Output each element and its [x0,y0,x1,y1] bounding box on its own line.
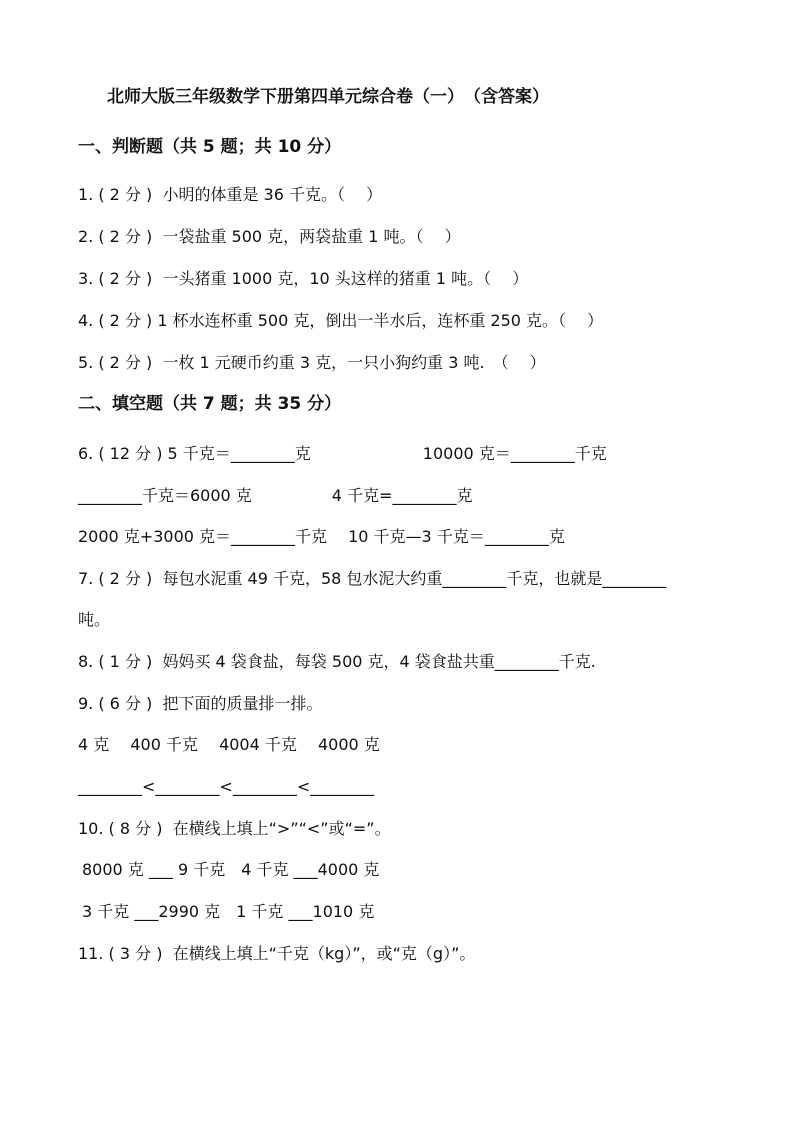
question-2: 2. ( 2 分 ) 一袋盐重 500 克，两袋盐重 1 吨。（ ） [78,227,461,246]
question-9-order-blanks: ________<________<________<________ [78,777,375,796]
question-1: 1. ( 2 分 ) 小明的体重是 36 千克。（ ） [78,185,383,204]
question-7: 7. ( 2 分 ) 每包水泥重 49 千克，58 包水泥大约重________千克，也就是________ [78,569,667,588]
section-heading-judgment: 一、判断题（共 5 题；共 10 分） [78,137,342,157]
section-heading-fill: 二、填空题（共 7 题；共 35 分） [78,394,342,414]
question-10-row-1: 8000 克 ___ 9 千克 4 千克 ___4000 克 [82,860,380,879]
question-10: 10. ( 8 分 ) 在横线上填上“>”“<”或“=”。 [78,819,391,838]
question-10-row-2: 3 千克 ___2990 克 1 千克 ___1010 克 [82,902,375,921]
question-5: 5. ( 2 分 ) 一枚 1 元硬币约重 3 克，一只小狗约重 3 吨. （ ） [78,353,546,372]
question-6-line-1: 6. ( 12 分 ) 5 千克＝________克 10000 克＝________千克 [78,444,607,463]
question-9-values: 4 克 400 千克 4004 千克 4000 克 [78,735,380,754]
question-11: 11. ( 3 分 ) 在横线上填上“千克（kg）”，或“克（g）”。 [78,944,476,963]
question-3: 3. ( 2 分 ) 一头猪重 1000 克，10 头这样的猪重 1 吨。（ ） [78,269,529,288]
question-7-continuation: 吨。 [78,610,111,629]
question-8: 8. ( 1 分 ) 妈妈买 4 袋食盐，每袋 500 克，4 袋食盐共重________千克. [78,652,596,671]
question-9: 9. ( 6 分 ) 把下面的质量排一排。 [78,694,323,713]
document-title: 北师大版三年级数学下册第四单元综合卷（一） （含答案） [107,87,549,107]
question-6-line-2: ________千克＝6000 克 4 千克=________克 [78,486,473,505]
question-4: 4. ( 2 分 ) 1 杯水连杯重 500 克，倒出一半水后，连杯重 250 克。（ ） [78,311,604,330]
question-6-line-3: 2000 克+3000 克＝________千克 10 千克—3 千克＝________克 [78,527,565,546]
